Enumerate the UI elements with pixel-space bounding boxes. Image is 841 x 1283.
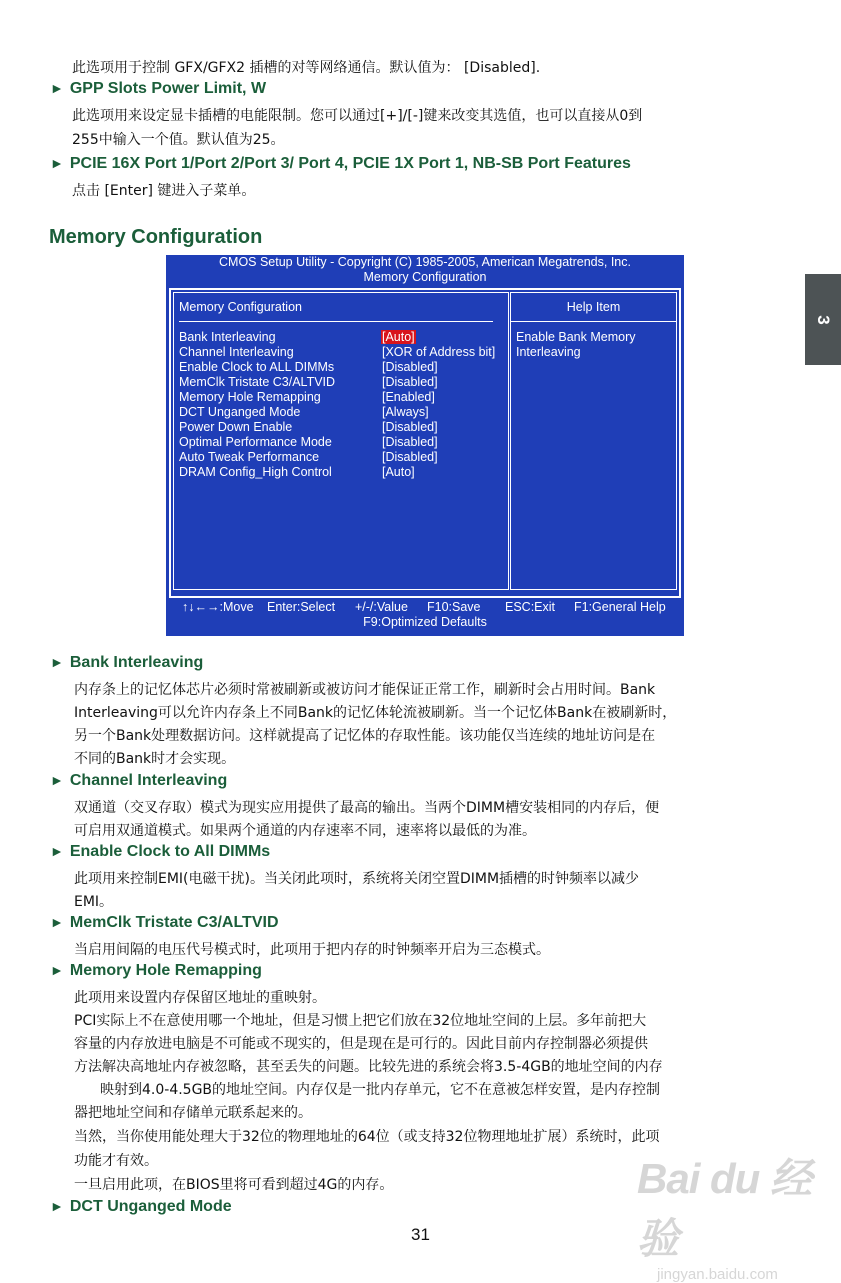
item-label: DCT Unganged Mode	[179, 405, 301, 419]
footer-help: F1:General Help	[574, 600, 666, 614]
triangle-bullet-icon: ►	[50, 843, 64, 859]
item-label: Optimal Performance Mode	[179, 435, 332, 449]
clock-heading	[50, 843, 270, 861]
triangle-bullet-icon: ►	[50, 962, 64, 978]
item-value[interactable]: [Disabled]	[382, 420, 438, 434]
hole-text-9: 一旦启用此项，在BIOS里将可看到超过4G的内存。	[74, 1177, 394, 1193]
bios-item-memory-hole[interactable]	[179, 390, 435, 404]
page-number: 31	[411, 1225, 430, 1244]
bank-heading	[50, 654, 203, 672]
triangle-bullet-icon: ►	[50, 1198, 64, 1214]
item-value[interactable]: [Disabled]	[382, 450, 438, 464]
hole-text-2: PCI实际上不在意使用哪一个地址，但是习惯上把它们放在32位地址空间的上层。多年前把大	[74, 1013, 647, 1029]
bios-panel-title: Memory Configuration	[179, 300, 302, 314]
bios-item-memclk-tristate[interactable]	[179, 375, 438, 389]
pcie-heading	[50, 155, 631, 173]
item-label: Channel Interleaving	[179, 345, 294, 359]
hole-heading	[50, 962, 262, 980]
chapter-number: 3	[814, 315, 833, 325]
bios-item-optimal-performance[interactable]	[179, 435, 438, 449]
help-divider	[511, 321, 676, 322]
item-label: Power Down Enable	[179, 420, 293, 434]
item-value[interactable]: [XOR of Address bit]	[382, 345, 496, 359]
item-value-selected[interactable]: [Auto]	[382, 330, 415, 344]
channel-heading-text: Channel Interleaving	[69, 772, 228, 789]
item-value[interactable]: [Auto]	[382, 465, 415, 479]
item-label: Bank Interleaving	[179, 330, 276, 344]
bios-header-title: Memory Configuration	[363, 270, 487, 284]
hole-text-6: 器把地址空间和存储单元联系起来的。	[74, 1105, 312, 1121]
channel-heading	[50, 772, 227, 790]
gpp-text-2: 255中输入一个值。默认值为25。	[72, 132, 285, 148]
hole-text-8: 功能才有效。	[74, 1153, 158, 1169]
bios-item-power-down[interactable]	[179, 420, 438, 434]
item-value[interactable]: [Disabled]	[382, 435, 438, 449]
hole-text-7: 当然，当你使用能处理大于32位的物理地址的64位（或支持32位物理地址扩展）系统时，此项	[74, 1129, 660, 1145]
chapter-tab	[805, 274, 841, 365]
dct-heading-text: DCT Unganged Mode	[69, 1198, 232, 1215]
item-label: DRAM Config_High Control	[179, 465, 332, 479]
intro-line: 此选项用于控制 GFX/GFX2 插槽的对等网络通信。默认值为： [Disabled].	[72, 60, 541, 76]
bank-text-2: Interleaving可以允许内存条上不同Bank的记忆体轮流被刷新。当一个记忆体Bank在被刷新时，	[74, 705, 677, 721]
clock-text-1: 此项用来控制EMI(电磁干扰)。当关闭此项时，系统将关闭空置DIMM插槽的时钟频率以减少	[74, 871, 640, 887]
gpp-heading	[50, 80, 266, 98]
bank-text-1: 内存条上的记忆体芯片必须时常被刷新或被访问才能保证正常工作，刷新时会占用时间。Bank	[74, 682, 656, 698]
bios-item-dct-unganged[interactable]	[179, 405, 429, 419]
triangle-bullet-icon: ►	[50, 654, 64, 670]
bios-left-panel	[173, 292, 509, 590]
item-value[interactable]: [Disabled]	[382, 360, 438, 374]
hole-text-1: 此项用来设置内存保留区地址的重映射。	[74, 990, 326, 1006]
triangle-bullet-icon: ►	[50, 914, 64, 930]
item-label: Auto Tweak Performance	[179, 450, 320, 464]
clock-heading-text: Enable Clock to All DIMMs	[69, 843, 271, 860]
hole-text-5: 映射到4.0-4.5GB的地址空间。内存仅是一批内存单元，它不在意被怎样安置，是内存控制	[100, 1082, 661, 1098]
triangle-bullet-icon: ►	[50, 80, 64, 96]
watermark-logo: Bai du 经验	[637, 1155, 812, 1262]
footer-save: F10:Save	[427, 600, 481, 614]
channel-text-2: 可启用双通道模式。如果两个通道的内存速率不同，速率将以最低的为准。	[74, 823, 536, 839]
dct-heading	[50, 1198, 232, 1216]
bios-divider	[179, 321, 493, 322]
baidu-watermark	[637, 1146, 827, 1283]
help-text-1: Enable Bank Memory	[516, 330, 636, 344]
channel-text-1: 双通道（交叉存取）模式为现实应用提供了最高的输出。当两个DIMM槽安装相同的内存后，便	[74, 800, 660, 816]
item-value[interactable]: [Always]	[382, 405, 429, 419]
help-title: Help Item	[566, 300, 621, 314]
item-label: Enable Clock to ALL DIMMs	[179, 360, 335, 374]
bios-header-copyright: CMOS Setup Utility - Copyright (C) 1985-2005, American Megatrends, Inc.	[219, 255, 631, 269]
item-label: MemClk Tristate C3/ALTVID	[179, 375, 336, 389]
pcie-text-1: 点击 [Enter] 键进入子菜单。	[72, 183, 256, 199]
footer-value: +/-/:Value	[355, 600, 408, 614]
memclk-heading-text: MemClk Tristate C3/ALTVID	[69, 914, 279, 931]
item-value[interactable]: [Enabled]	[382, 390, 435, 404]
footer-select: Enter:Select	[267, 600, 336, 614]
hole-text-4: 方法解决高地址内存被忽略，甚至丢失的问题。比较先进的系统会将3.5-4GB的地址空间的内存	[74, 1059, 663, 1075]
pcie-heading-text: PCIE 16X Port 1/Port 2/Port 3/ Port 4, PCIE 1X Port 1, NB-SB Port Features	[69, 155, 631, 172]
section-title: Memory Configuration	[49, 226, 263, 248]
bank-heading-text: Bank Interleaving	[69, 654, 204, 671]
bios-help-panel	[510, 292, 677, 590]
bank-text-3: 另一个Bank处理数据访问。这样就提高了记忆体的存取性能。该功能仅当连续的地址访问是在	[74, 728, 656, 744]
help-text-2: Interleaving	[516, 345, 581, 359]
hole-text-3: 容量的内存放进电脑是不可能或不现实的，但是现在是可行的。因此目前内存控制器必须提供	[74, 1036, 648, 1052]
bios-item-channel-interleaving[interactable]	[179, 345, 496, 359]
bios-item-enable-clock[interactable]	[179, 360, 438, 374]
bios-item-bank-interleaving[interactable]	[179, 330, 415, 344]
item-value[interactable]: [Disabled]	[382, 375, 438, 389]
footer-defaults: F9:Optimized Defaults	[363, 615, 487, 629]
bios-item-dram-config[interactable]	[179, 465, 415, 479]
item-label: Memory Hole Remapping	[179, 390, 321, 404]
triangle-bullet-icon: ►	[50, 772, 64, 788]
bios-item-auto-tweak[interactable]	[179, 450, 438, 464]
footer-move: ↑↓←→:Move	[182, 600, 254, 614]
memclk-heading	[50, 914, 279, 932]
bank-text-4: 不同的Bank时才会实现。	[74, 751, 236, 767]
watermark-url: jingyan.baidu.com	[657, 1266, 778, 1283]
bios-screen	[166, 255, 684, 636]
triangle-bullet-icon: ►	[50, 155, 64, 171]
gpp-text-1: 此选项用来设定显卡插槽的电能限制。您可以通过[+]/[-]键来改变其选值，也可以直接从0到	[72, 108, 643, 124]
memclk-text-1: 当启用间隔的电压代号模式时，此项用于把内存的时钟频率开启为三态模式。	[74, 942, 550, 958]
clock-text-2: EMI。	[74, 894, 114, 910]
gpp-heading-text: GPP Slots Power Limit, W	[69, 80, 267, 97]
footer-exit: ESC:Exit	[505, 600, 556, 614]
hole-heading-text: Memory Hole Remapping	[69, 962, 262, 979]
